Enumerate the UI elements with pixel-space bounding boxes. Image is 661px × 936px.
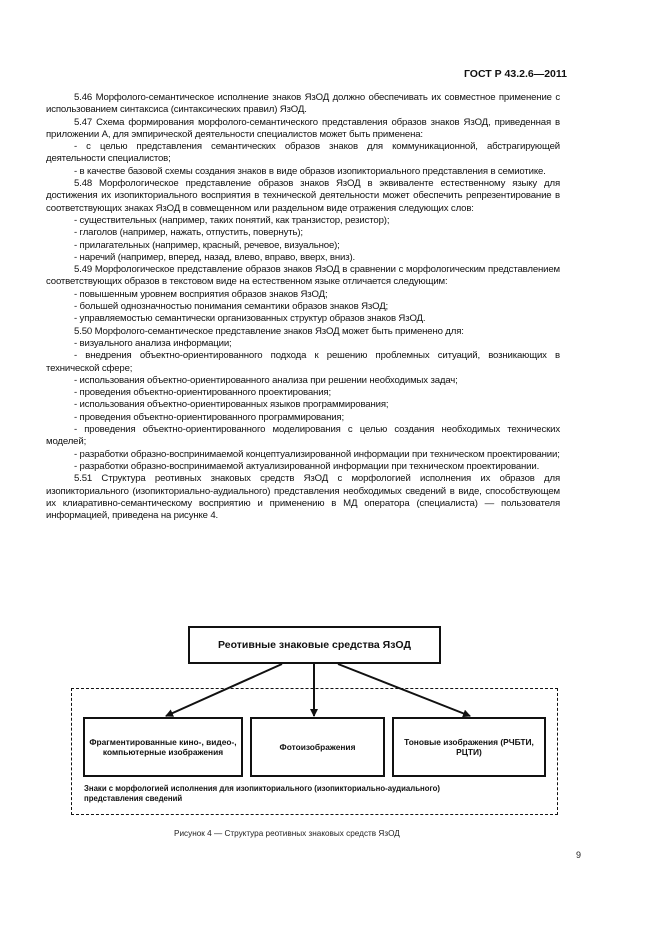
list-item: - управляемостью семантически организованных структур образов знаков ЯзОД. [74,313,426,325]
list-item: - проведения объектно-ориентированного проектирования; [74,387,331,399]
paragraph: 5.46 Морфолого-семантическое исполнение знаков ЯзОД должно обеспечивать их совместное применение с использованием синтаксиса (синтаксических правил) ЯзОД. [46,92,560,116]
paragraph: 5.50 Морфолого-семантическое представление знаков ЯзОД может быть применено для: [74,325,464,337]
root-node: Реотивные знаковые средства ЯзОД [188,626,441,664]
list-item: - визуального анализа информации; [74,337,232,349]
child-node-photo: Фотоизображения [250,717,385,777]
list-item: - внедрения объектно-ориентированного подхода к решению проблемных ситуаций, возникающих в технической сфере; [46,350,560,374]
list-item: - существительных (например, таких понятий, как транзистор, резистор); [74,214,390,226]
list-item: - глаголов (например, нажать, отпустить, повернуть); [74,227,303,239]
list-item: - большей однозначностью понимания семантики образов знаков ЯзОД; [74,301,389,313]
document-body [46,92,560,522]
arrow-right [338,664,470,716]
list-item: - повышенным уровнем восприятия образов знаков ЯзОД; [74,288,328,300]
arrow-left [166,664,282,716]
group-frame-dashed [71,688,558,815]
list-item: - использования объектно-ориентированных языков программирования; [74,399,389,411]
list-item: - разработки образно-воспринимаемой концептуализированной информации при техническом проектировании; [74,448,560,460]
child-node-tonal: Тоновые изображения (РЧБТИ, РЦТИ) [392,717,546,777]
list-item: - с целью представления семантических образов знаков для коммуникационной, абстрагирующей деятельности специалистов; [46,141,560,165]
list-item: - разработки образно-воспринимаемой актуализированной информации при техническом проектировании. [74,460,540,472]
paragraph: 5.47 Схема формирования морфолого-семантического представления образов знаков ЯзОД, приведенная в приложении А, для эмпирической деятельности специалистов может быть применена: [46,116,560,140]
list-item: - в качестве базовой схемы создания знаков в виде образов изопикториального представления в семиотике. [74,165,546,177]
list-item: - наречий (например, вперед, назад, влево, вправо, вверх, вниз). [74,251,356,263]
paragraph: 5.51 Структура реотивных знаковых средств ЯзОД с морфологией исполнения их образов для изопикториального (изопикториально-аудиального) представления необходимых сведений в виде, способствующем их клиаративно-семантическому восприятию и применению в МД оператора (специалиста) — пользователя информацией, приведена на рисунке 4. [46,473,560,522]
list-item: - проведения объектно-ориентированного программирования; [74,411,344,423]
group-note: Знаки с морфологией исполнения для изопикториального (изопикториально-аудиального) представления сведений [84,784,440,803]
paragraph: 5.48 Морфологическое представление образов знаков ЯзОД в эквиваленте естественному языку для достижения их изопикториального восприятия в технической деятельности может обеспечить репрезентирование в соответствующих знаках ЯзОД в совмещенном или раздельном виде отражения следующих слов: [46,178,560,214]
list-item: - прилагательных (например, красный, речевое, визуальное); [74,239,340,251]
paragraph: 5.49 Морфологическое представление образов знаков ЯзОД в сравнении с морфологическим представлением соответствующих образов в текстовом виде на естественном языке отличается следующим: [46,264,560,288]
figure-caption: Рисунок 4 — Структура реотивных знаковых средств ЯзОД [174,829,400,838]
child-node-fragmented: Фрагментированные кино-, видео-, компьютерные изображения [83,717,243,777]
list-item: - использования объектно-ориентированного анализа при решении необходимых задач; [74,374,458,386]
document-header: ГОСТ Р 43.2.6—2011 [463,68,567,80]
list-item: - проведения объектно-ориентированного моделирования с целью создания необходимых технических моделей; [46,424,560,448]
page-number: 9 [576,850,582,860]
